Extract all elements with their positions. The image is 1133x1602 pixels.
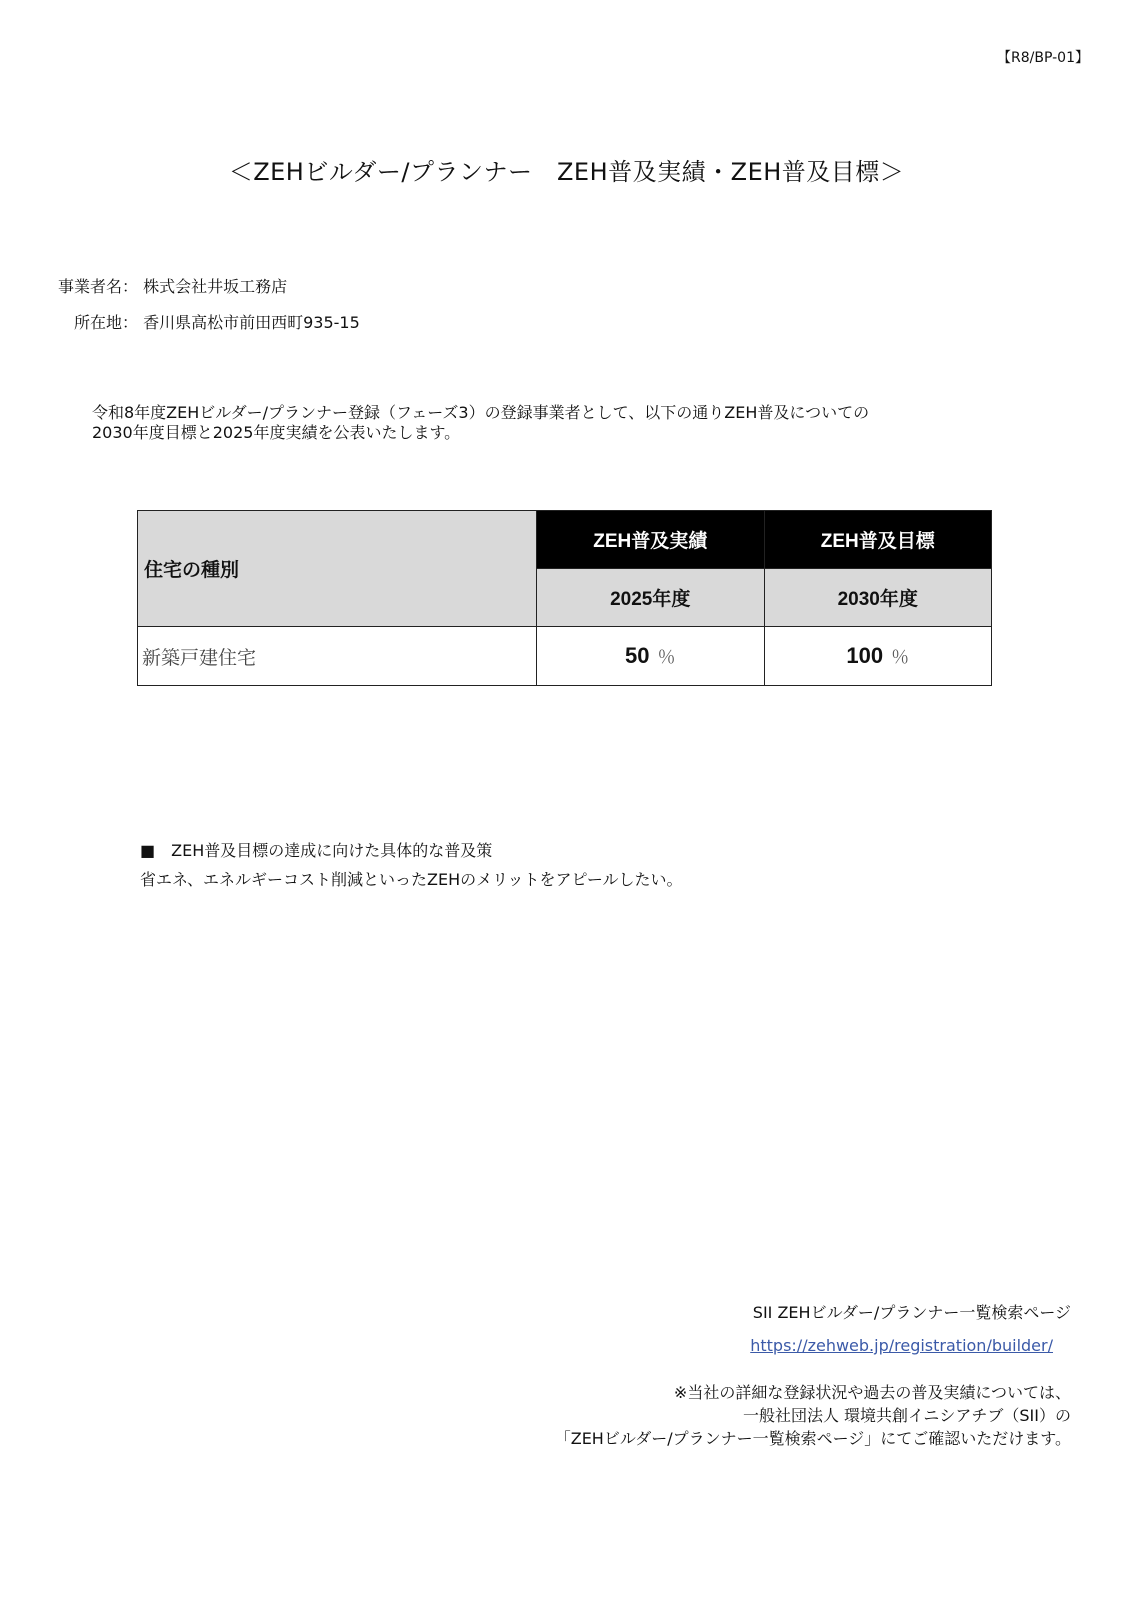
page-title: ＜ZEHビルダー/プランナー ZEH普及実績・ZEH普及目標＞	[228, 158, 905, 186]
company-name: 株式会社井坂工務店	[143, 277, 288, 296]
search-page-title: SII ZEHビルダー/プランナー一覧検索ページ	[752, 1303, 1071, 1322]
header-actual-year: 2025年度	[537, 569, 765, 627]
document-id: 【R8/BP-01】	[997, 50, 1089, 66]
note-line-2: 一般社団法人 環境共創イニシアチブ（SII）の	[742, 1406, 1071, 1425]
company-name-label: 事業者名：	[57, 277, 138, 296]
note-line-3: 「ZEHビルダー/プランナー一覧検索ページ」にてご確認いただけます。	[554, 1429, 1071, 1448]
row-actual-cell	[537, 627, 765, 686]
zeh-table	[137, 510, 992, 686]
target-value: 100	[846, 643, 884, 668]
company-address-row	[50, 310, 360, 333]
company-address: 香川県高松市前田西町935-15	[143, 313, 360, 332]
intro-line-1: 令和8年度ZEHビルダー/プランナー登録（フェーズ3）の登録事業者として、以下の通りZEH普及についての	[92, 403, 870, 422]
company-name-row	[50, 274, 287, 297]
actual-unit: ％	[657, 647, 676, 667]
intro-text	[92, 403, 1052, 443]
intro-line-2: 2030年度目標と2025年度実績を公表いたします。	[92, 423, 461, 442]
company-address-label: 所在地：	[73, 313, 138, 332]
header-actual: ZEH普及実績	[537, 511, 765, 569]
header-target-year: 2030年度	[764, 569, 992, 627]
header-target: ZEH普及目標	[764, 511, 992, 569]
row-housing-type: 新築戸建住宅	[138, 627, 537, 686]
header-housing-type: 住宅の種別	[138, 511, 537, 627]
search-page-link[interactable]: https://zehweb.jp/registration/builder/	[750, 1336, 1053, 1355]
target-unit: ％	[891, 647, 910, 667]
note-line-1: ※当社の詳細な登録状況や過去の普及実績については、	[673, 1383, 1071, 1402]
row-target-cell	[764, 627, 992, 686]
measures-body: 省エネ、エネルギーコスト削減といったZEHのメリットをアピールしたい。	[140, 870, 683, 889]
table-row	[138, 627, 992, 686]
actual-value: 50	[625, 643, 650, 668]
measures-heading: ■ ZEH普及目標の達成に向けた具体的な普及策	[140, 841, 493, 860]
